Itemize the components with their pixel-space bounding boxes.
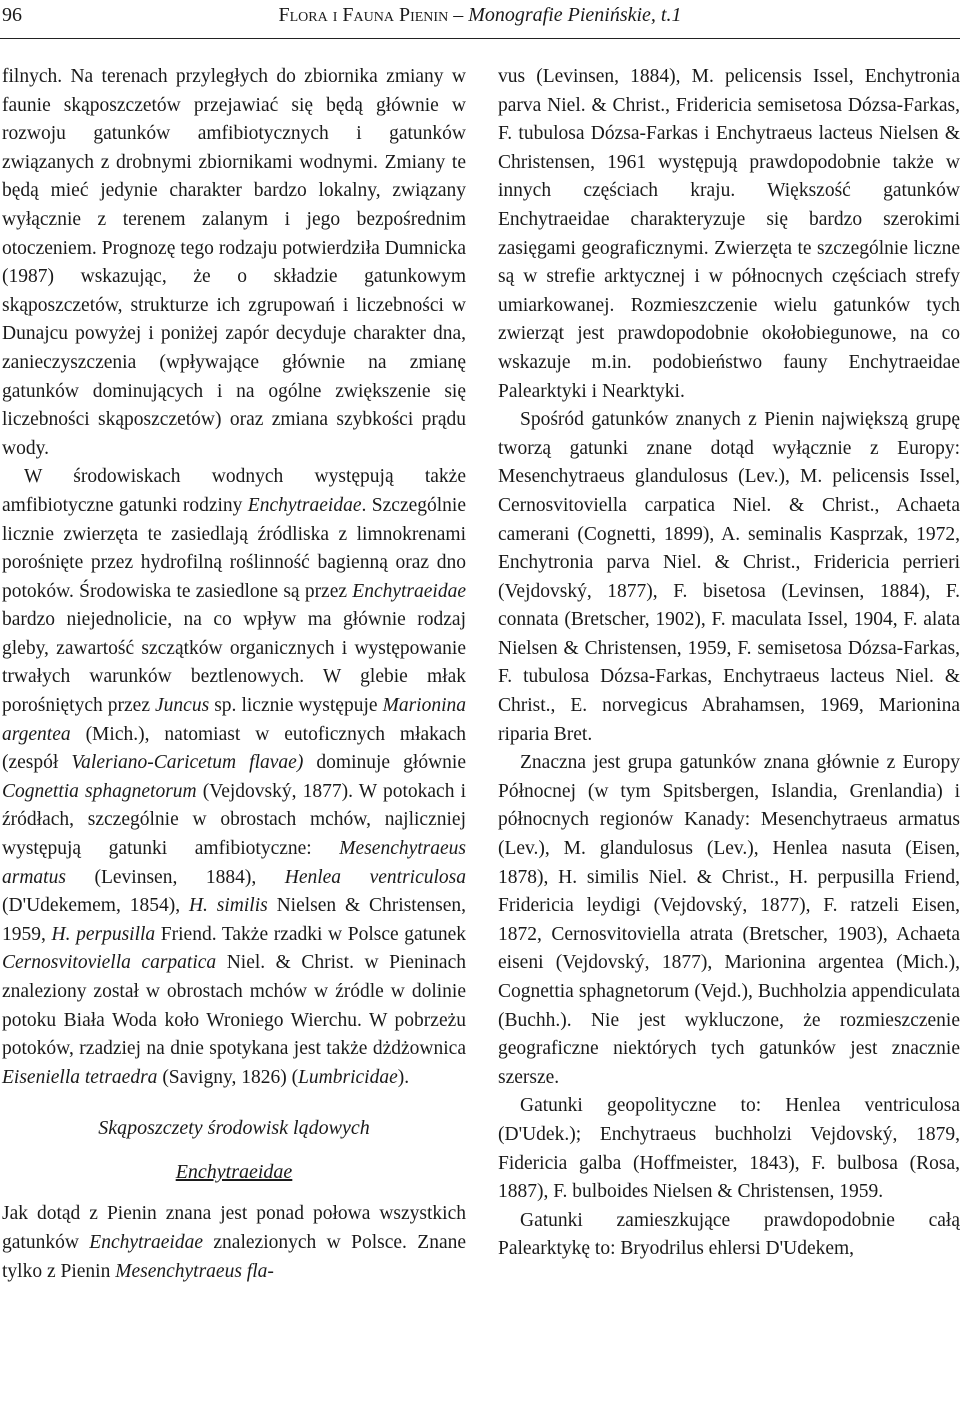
paragraph: Znaczna jest grupa gatunków znana głównie z Europy Północnej (w tym Spitsbergen, Islandia, Grenlandia) i północnych regionów Kanady: Mesenchytraeus armatus (Lev.), M. glandulosus (Lev.), Henlea nasuta (Eisen, 1878), H. similis Niel. & Christ., H. perpusilla Friend, Fridericia leydigi (Vejdovský, 1877), F. ratzeli Eisen, 1872, Cernosvitoviella atrata (Bretscher, 1903), Achaeta eiseni (Vejdovský, 1877), Marionina argentea (Mich.), Cognettia sphagnetorum (Vejd.), Buchholzia appendiculata (Buchh.). Nie jest wykluczone, że rozmieszczenie geograficzne niektórych tych gatunków jest znacznie szersze. — [498, 752, 960, 1088]
running-title — [0, 4, 960, 27]
paragraph: vus (Levinsen, 1884), M. pelicensis Issel, Enchytronia parva Niel. & Christ., Fridericia semisetosa Dózsa-Farkas, F. tubulosa Dózsa-Farkas i Enchytraeus lacteus Nielsen & Christensen, 1961 występują prawdopodobnie także w innych częściach kraju. Większość gatunków Enchytraeidae charakteryzuje się bardzo szerokimi zasięgami geograficznymi. Zwierzęta te szczególnie liczne są w strefie arktycznej i w północnych częściach strefy umiarkowanej. Rozmieszczenie wielu gatunków tych zwierząt jest prawdopodobnie okołobiegunowe, na co wskazuje m.in. podobieństwo fauny Enchytraeidae Palearktyki i Nearktyki. — [498, 66, 960, 402]
section-heading: Skąposzczety środowisk lądowych — [98, 1117, 370, 1140]
left-column — [2, 63, 466, 1286]
title-dash: – — [453, 4, 469, 26]
paragraph: Spośród gatunków znanych z Pienin największą grupę tworzą gatunki znane dotąd wyłącznie z Europy: Mesenchytraeus glandulosus (Lev.), M. pelicensis Issel, Cernosvitoviella carpatica Niel. & Christ., Achaeta camerani (Cognetti, 1899), A. seminalis Kasprzak, 1972, Enchytronia parva Niel. & Christ., Fridericia perrieri (Vejdovský, 1877), F. bisetosa (Levinsen, 1884), F. connata (Bretscher, 1902), F. maculata Issel, 1904, F. alata Nielsen & Christensen, 1959, F. semisetosa Dózsa-Farkas, F. tubulosa Dózsa-Farkas, Enchytraeus lacteus Niel. & Christ., E. norvegicus Abrahamsen, 1969, Marionina riparia Bret. — [498, 409, 960, 745]
series-title: Monografie Pienińskie, t.1 — [468, 4, 682, 26]
paragraph: filnych. Na terenach przyległych do zbiornika zmiany w faunie skąposzczetów przejawiać się będą głównie w rozwoju gatunków amfibiotycznych i gatunków związanych z drobnymi zbiornikami wodnymi. Zmiany te będą mieć jedynie charakter bardzo lokalny, związany wyłącznie z terenem zalanym i jego bezpośrednim otoczeniem. Prognozę tego rodzaju potwierdziła Dumnicka (1987) wskazując, że o składzie gatunkowym skąposzczetów, strukturze ich zgrupowań i liczebności w Dunajcu powyżej i poniżej zapór decyduje charakter dna, zanieczyszczenia (wpływające głównie na zmianę gatunków dominujących i na ogólne zwiększenie się liczebności skąposzczetów) oraz zmiana szybkości prądu wody. — [2, 66, 466, 459]
paragraph: W środowiskach wodnych występują także amfibiotyczne gatunki rodziny Enchytraeidae. Szczególnie licznie zwierzęta te zasiedlają źródliska z limnokrenami porośnięte przez hydrofilną roślinność bagienną oraz dno potoków. Środowiska te zasiedlone są przez Enchytraeidae bardzo niejednolicie, na co wpływ ma głównie rodzaj gleby, zawartość szczątków organicznych i występowanie trwałych warunków beztlenowych. W glebie młak porośniętych przez Juncus sp. licznie występuje Marionina argentea (Mich.), natomiast w eutoficznych młakach (zespół Valeriano-Caricetum flavae) dominuje głównie Cognettia sphagnetorum (Vejdovský, 1877). W potokach i źródłach, szczególnie w obrostach mchów, najliczniej występują gatunki amfibiotyczne: Mesenchytraeus armatus (Levinsen, 1884), Henlea ventriculosa (D'Udekemem, 1854), H. similis Nielsen & Christensen, 1959, H. perpusilla Friend. Także rzadki w Polsce gatunek Cernosvitoviella carpatica Niel. & Christ. w Pieninach znaleziony został w obrostach mchów w źródle w dolinie potoku Biała Woda koło Wroniego Wierchu. W pobrzeżu potoków, rzadziej na dnie spotykana jest także dżdżownica Eiseniella tetraedra (Savigny, 1826) (Lumbricidae). — [2, 466, 467, 1088]
paragraph: Gatunki zamieszkujące prawdopodobnie całą Palearktykę to: Bryodrilus ehlersi D'Udekem, — [498, 1209, 960, 1260]
right-column — [498, 63, 960, 1264]
subsection-heading: Enchytraeidae — [175, 1161, 293, 1184]
paragraph: Jak dotąd z Pienin znana jest ponad połowa wszystkich gatunków Enchytraeidae znalezionych w Polsce. Znane tylko z Pienin Mesenchytraeus fla- — [2, 1203, 467, 1282]
running-header — [0, 4, 960, 34]
header-rule — [0, 38, 960, 39]
page-number: 96 — [2, 4, 22, 26]
journal-title: Flora i Fauna Pienin — [278, 4, 449, 26]
paragraph: Gatunki geopolityczne to: Henlea ventriculosa (D'Udek.); Enchytraeus buchholzi Vejdovský, 1879, Fidericia galba (Hoffmeister, 1843), F. bulbosa (Rosa, 1887), F. bulboides Nielsen & Christensen, 1959. — [498, 1095, 960, 1203]
